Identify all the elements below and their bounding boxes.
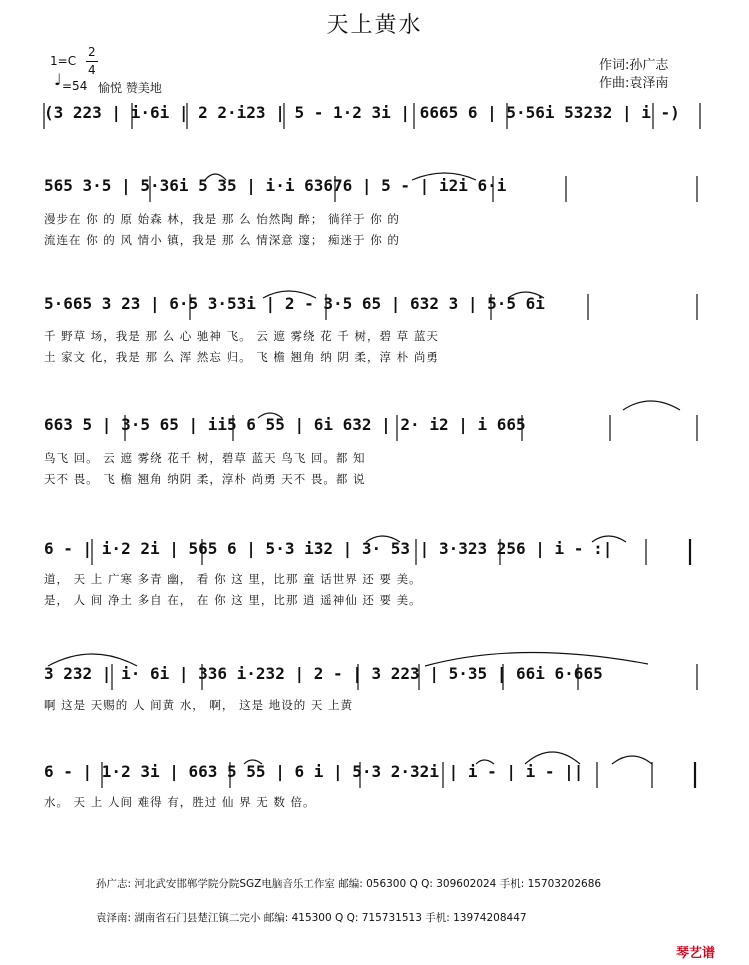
notation-line: 6 - | i·2 2i | 565 6 | 5·3 i32 | 3· 53 | 3·323 256 | i - :| [44,539,613,558]
footer-composer-contact: 袁泽南: 湖南省石门县楚江镇二完小 邮编: 415300 Q Q: 715731513 手机: 13974208447 [96,912,527,924]
slur [623,401,680,410]
time-signature-top: 2 [88,45,96,59]
notation-line: 5·665 3 23 | 6·5 3·53i | 2 - 3·5 65 | 632 3 | 5·5 6i [44,294,545,313]
page-title: 天上黄水 [326,13,423,38]
notation-line: (3 223 | i·6i | 2 2·i23 | 5 - 1·2 3i | 6665 6 | 5·56i 53232 | i -) [44,103,680,122]
lyric-verse-2: 土 家文 化，我是 那 么 浑 然忘 归。 飞 檐 翘角 纳 阴 柔，淳 朴 尚勇 [44,350,439,364]
lyric-verse-1: 漫步在 你 的 原 始森 林，我是 那 么 怡然陶 醉； 徜徉于 你 的 [44,212,400,226]
lyric-line: 水。 天 上 人间 难得 有，胜过 仙 界 无 数 倍。 [44,795,316,809]
notation-line: 6 - | 1·2 3i | 663 5 55 | 6 i | 5·3 2·32i | i - | i - || [44,762,584,781]
key-signature: 1=C [50,54,77,68]
slur [612,756,652,764]
slur [476,760,494,764]
lyric-verse-1: 千 野草 场，我是 那 么 心 驰神 飞。 云 遮 雾绕 花 千 树，碧 草 蓝天 [44,329,439,343]
tempo: =54 [62,79,88,93]
expression: 愉悦 赞美地 [98,81,162,95]
lyric-verse-1: 鸟飞 回。 云 遮 雾绕 花千 树，碧草 蓝天 鸟飞 回。都 知 [44,451,366,465]
lyric-verse-2: 天不 畏。 飞 檐 翘角 纳阴 柔，淳朴 尚勇 天不 畏。都 说 [44,472,366,486]
lyricist: 作词:孙广志 [599,58,669,73]
lyric-verse-1: 道， 天 上 广寒 多青 幽， 看 你 这 里，比那 童 话世界 还 要 美。 [44,572,422,586]
slur [263,291,316,298]
composer: 作曲:袁泽南 [599,76,669,91]
lyric-line: 啊 这是 天赐的 人 间黄 水， 啊， 这是 地设的 天 上黄 [44,698,354,712]
slur [258,413,282,418]
slur [508,292,544,298]
quarter-note-icon: ♩ [54,70,62,89]
notation-line: 3 232 | i· 6i | 336 i·232 | 2 - | 3 223 | 5·35 | 66i 6·665 [44,664,603,683]
slur [48,654,137,666]
notation-line: 663 5 | 3·5 65 | ii5 6 55 | 6i 632 | 2· i2 | i 665 [44,415,526,434]
slur [366,536,400,542]
time-signature-bottom: 4 [88,63,96,77]
lyric-verse-2: 是， 人 间 净土 多自 在， 在 你 这 里，比那 逍 遥神仙 还 要 美。 [44,593,422,607]
lyric-verse-2: 流连在 你 的 风 情小 镇，我是 那 么 情深意 邃； 痴迷于 你 的 [44,233,400,247]
notation-line: 565 3·5 | 5·36i 5 35 | i·i 63676 | 5 - | i2i 6·i [44,176,507,195]
slur [412,173,476,180]
slur [205,174,226,180]
slur [425,652,648,666]
slur [592,536,626,542]
slur [244,760,262,764]
footer-lyricist-contact: 孙广志: 河北武安邯郸学院分院SGZ电脑音乐工作室 邮编: 056300 Q Q: 309602024 手机: 15703202686 [96,878,602,890]
watermark-logo: 琴艺谱 [676,946,716,961]
slur [525,752,580,764]
